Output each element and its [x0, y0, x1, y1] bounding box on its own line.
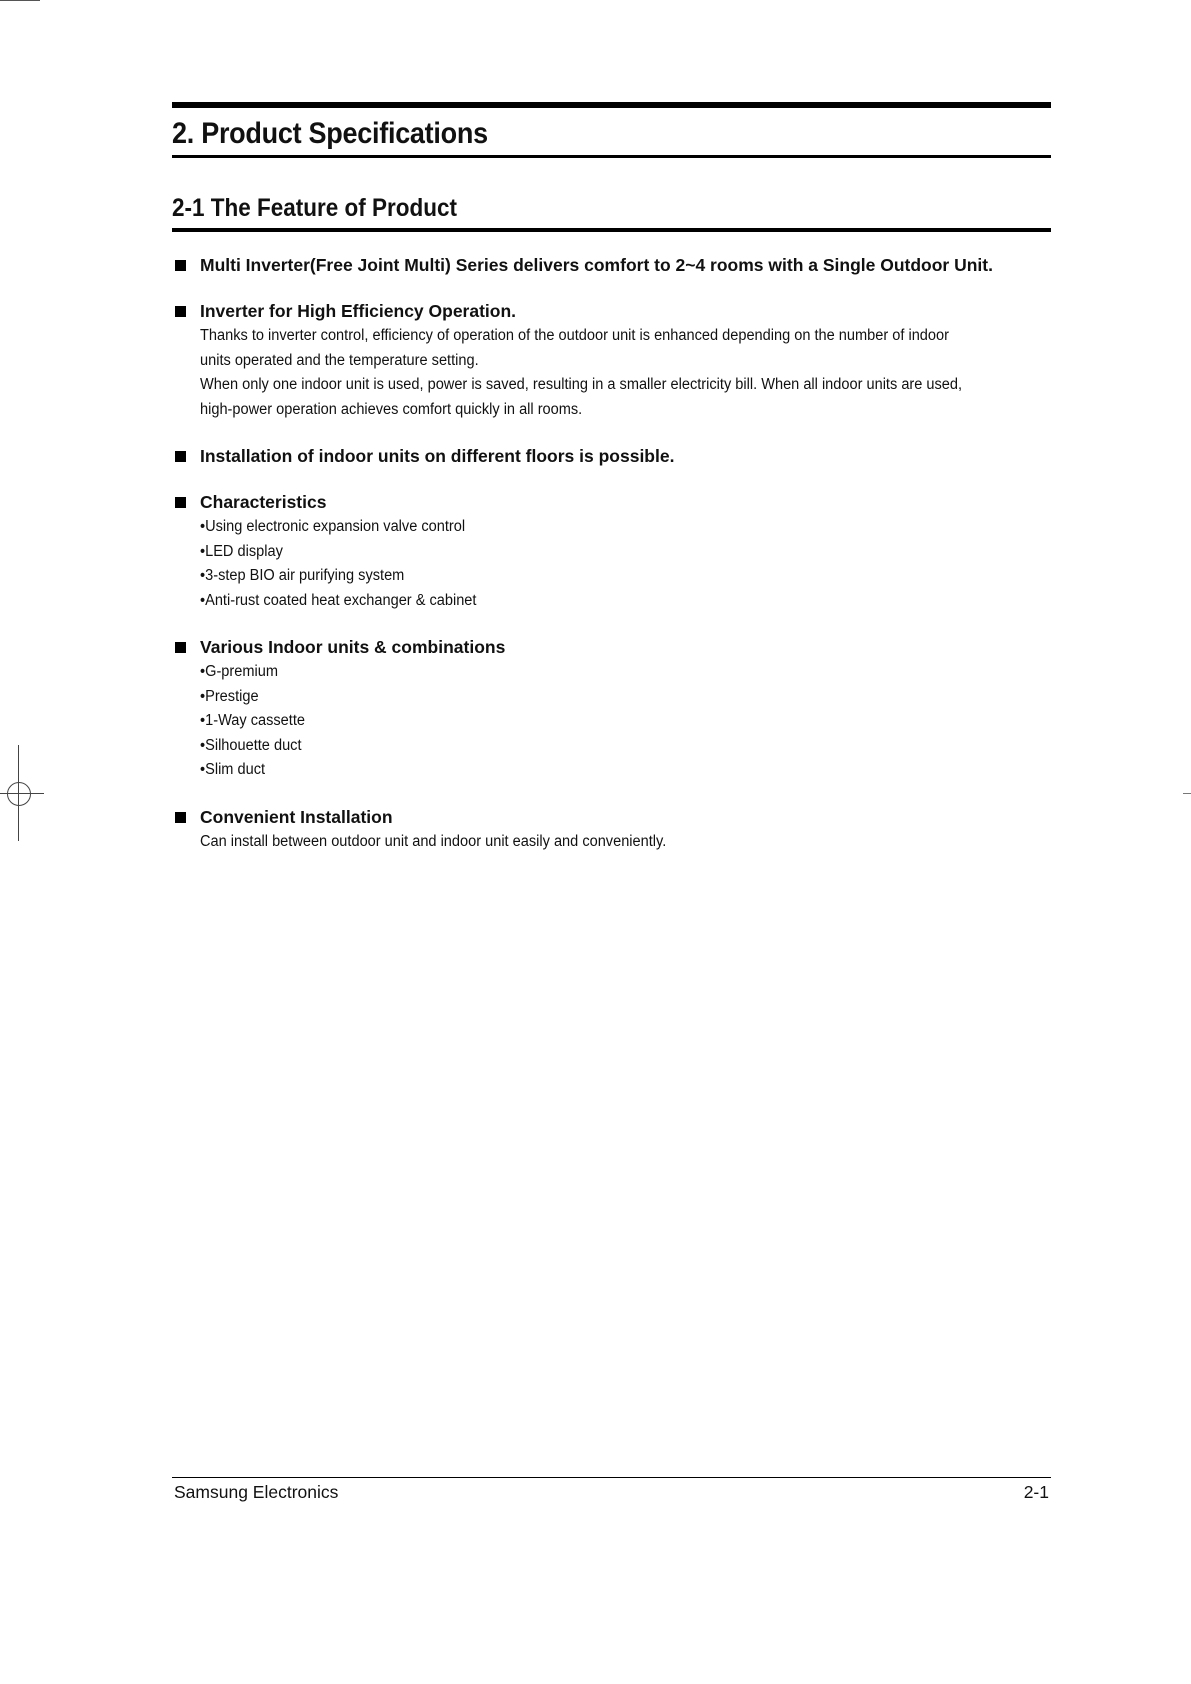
page-content [172, 102, 1051, 877]
footer-page-number: 2-1 [1023, 1482, 1049, 1502]
feature-title: Inverter for High Efficiency Operation. [200, 301, 517, 321]
section-title: 2-1 The Feature of Product [172, 194, 458, 222]
square-bullet-icon [175, 451, 186, 462]
feature-list-item: • Slim duct [200, 758, 1000, 783]
crop-mark-right [1183, 793, 1191, 794]
feature-title: Installation of indoor units on different floors is possible. [200, 446, 675, 466]
feature-list-item: • G-premium [200, 660, 1000, 685]
feature-description [200, 830, 980, 855]
feature-block [172, 445, 1051, 468]
registration-crosshair-icon [0, 745, 44, 841]
chapter-rule-bottom [172, 155, 1051, 158]
feature-paragraph: Thanks to inverter control, efficiency of operation of the outdoor unit is enhanced depending on the number of indoor units operated and the temperature setting. [200, 327, 949, 369]
feature-item-list [200, 515, 1000, 613]
crop-mark [0, 0, 40, 1]
square-bullet-icon [175, 260, 186, 271]
footer-company: Samsung Electronics [174, 1482, 339, 1502]
feature-block [172, 491, 1051, 613]
feature-description [200, 324, 980, 422]
feature-list-item: • Silhouette duct [200, 734, 1000, 759]
feature-title: Characteristics [200, 492, 327, 512]
section-rule [172, 228, 1051, 232]
square-bullet-icon [175, 642, 186, 653]
feature-list-item: • LED display [200, 540, 1000, 565]
feature-paragraph: Can install between outdoor unit and indoor unit easily and conveniently. [200, 832, 667, 850]
feature-paragraph: When only one indoor unit is used, power is saved, resulting in a smaller electricity bill. When all indoor units are used, high-power operation achieves comfort quickly in all rooms. [200, 376, 963, 418]
feature-block [172, 254, 1051, 277]
feature-title: Various Indoor units & combinations [200, 637, 506, 657]
feature-block [172, 636, 1051, 783]
square-bullet-icon [175, 306, 186, 317]
square-bullet-icon [175, 812, 186, 823]
feature-list-item: • Anti-rust coated heat exchanger & cabinet [200, 589, 1000, 614]
feature-list-item: • 3-step BIO air purifying system [200, 564, 1000, 589]
square-bullet-icon [175, 497, 186, 508]
feature-list-item: • 1-Way cassette [200, 709, 1000, 734]
feature-block [172, 300, 1051, 422]
feature-list-item: • Using electronic expansion valve control [200, 515, 1000, 540]
chapter-title: 2. Product Specifications [172, 117, 488, 150]
feature-list-item: • Prestige [200, 685, 1000, 710]
page-footer [172, 1477, 1051, 1505]
feature-item-list [200, 660, 1000, 783]
feature-block [172, 806, 1051, 855]
feature-title: Multi Inverter(Free Joint Multi) Series delivers comfort to 2~4 rooms with a Single Outdoor Unit. [200, 255, 993, 275]
feature-title: Convenient Installation [200, 806, 393, 827]
feature-list [172, 254, 1051, 854]
